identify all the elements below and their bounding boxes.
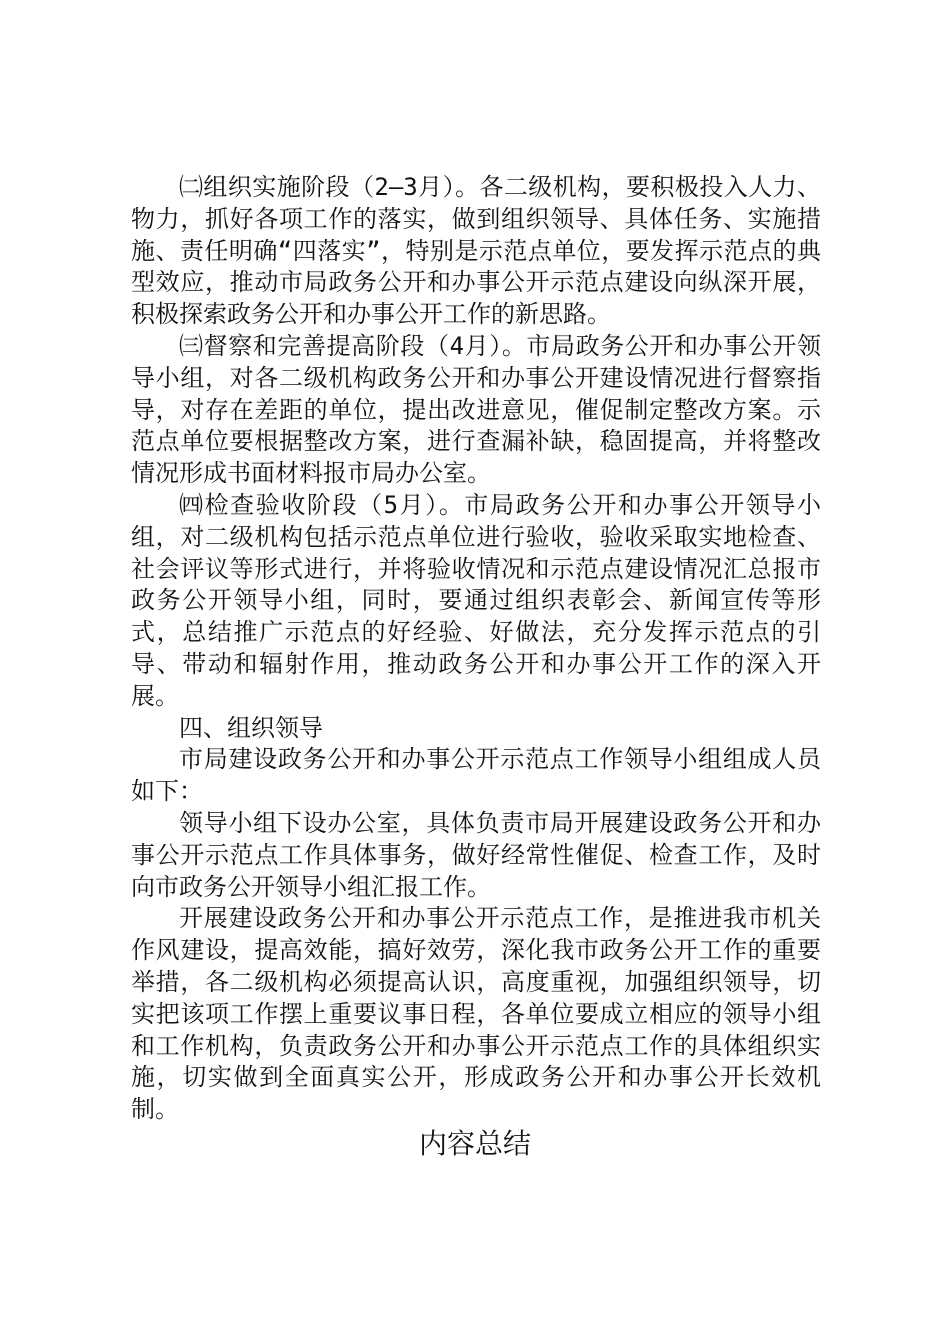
paragraph-conclusion: 开展建设政务公开和办事公开示范点工作，是推进我市机关作风建设，提高效能，搞好效劳，深化我市政务公开工作的重要举措，各二级机构必须提高认识，高度重视，加强组织领导，切实把该项工作摆上重要议事日程，各单位要成立相应的领导小组和工作机构，负责政务公开和办事公开示范点工作的具体组织实施，切实做到全面真实公开，形成政务公开和办事公开长效机制。 <box>131 904 821 1124</box>
paragraph-stage-inspection: ㈣检查验收阶段（5月）。市局政务公开和办事公开领导小组，对二级机构包括示范点单位进行验收，验收采取实地检查、社会评议等形式进行，并将验收情况和示范点建设情况汇总报市政务公开领导小组，同时，要通过组织表彰会、新闻宣传等形式，总结推广示范点的好经验、好做法，充分发挥示范点的引导、带动和辐射作用，推动政务公开和办事公开工作的深入开展。 <box>131 490 821 710</box>
paragraph-leading-group: 市局建设政务公开和办事公开示范点工作领导小组组成人员如下： <box>131 745 821 806</box>
document-body <box>131 172 821 1126</box>
summary-heading: 内容总结 <box>418 1127 531 1160</box>
section-heading-organization: 四、组织领导 <box>179 713 323 742</box>
paragraph-stage-implementation: ㈡组织实施阶段（2—3月）。各二级机构，要积极投入人力、物力，抓好各项工作的落实，做到组织领导、具体任务、实施措施、责任明确“四落实”，特别是示范点单位，要发挥示范点的典型效应，推动市局政务公开和办事公开示范点建设向纵深开展，积极探索政务公开和办事公开工作的新思路。 <box>131 173 821 329</box>
paragraph-stage-supervision: ㈢督察和完善提高阶段（4月）。市局政务公开和办事公开领导小组，对各二级机构政务公开和办事公开建设情况进行督察指导，对存在差距的单位，提出改进意见，催促制定整改方案。示范点单位要根据整改方案，进行查漏补缺，稳固提高，并将整改情况形成书面材料报市局办公室。 <box>131 331 821 488</box>
paragraph-office: 领导小组下设办公室，具体负责市局开展建设政务公开和办事公开示范点工作具体事务，做好经常性催促、检查工作，及时向市政务公开领导小组汇报工作。 <box>131 808 821 901</box>
